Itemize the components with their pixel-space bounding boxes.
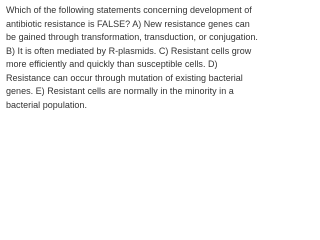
question-text: Which of the following statements concerning development of antibiotic resistance is FALSE? A) New resistance genes can be gained through transformation, transduction, or conjugation. B) It is often mediated by R-plasmids. C) Resistant cells grow more efficiently and quickly than susceptible cells. D) Resistance can occur through mutation of existing bacterial genes. E) Resistant cells are normally in the minority in a bacterial population. — [6, 5, 258, 110]
